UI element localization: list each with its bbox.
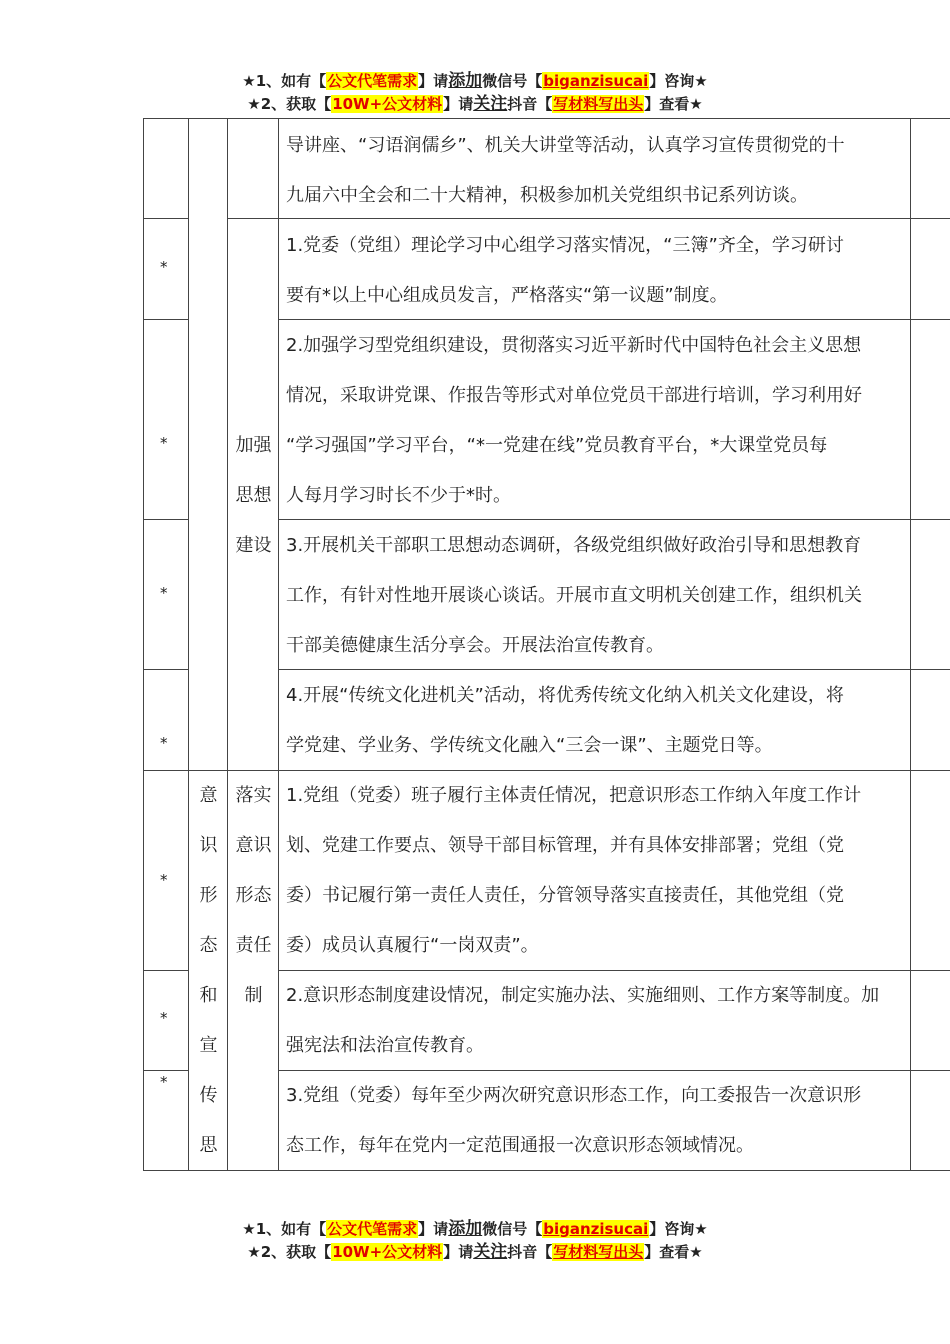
category-thought-building: 加强 思想 建设 bbox=[235, 435, 272, 556]
highlight-text: 10W+公文材料 bbox=[332, 1243, 443, 1261]
content-row-6: 2.意识形态制度建设情况，制定实施办法、实施细则、工作方案等制度。加 强宪法和法治宣传教育。 bbox=[286, 985, 880, 1056]
content-row-2: 2.加强学习型党组织建设，贯彻落实习近平新时代中国特色社会主义思想 情况，采取讲党课、作报告等形式对单位党员干部进行培训，学习利用好 “学习强国”学习平台，“*一党建在线”党员教育平台，*大课堂党员每 人每月学习时长不少于*时。 bbox=[286, 335, 862, 506]
promo-banner-top bbox=[0, 70, 950, 116]
content-row-7: 3.党组（党委）每年至少两次研究意识形态工作，向工委报告一次意识形 态工作，每年在党内一定范围通报一次意识形态领域情况。 bbox=[286, 1085, 862, 1156]
row-marker: * bbox=[160, 1073, 168, 1091]
category-ideology-responsibility: 落实 意识 形态 责任 制 bbox=[235, 785, 272, 1006]
row-marker: * bbox=[160, 871, 168, 889]
highlight-text: 公文代笔需求 bbox=[327, 72, 418, 90]
promo-line-1: ★1、如有【公文代笔需求】请添加微信号【biganzisucai】咨询★ bbox=[242, 1219, 708, 1239]
promo-line-2: ★2、获取【10W+公文材料】请关注抖音【写材料写出头】查看★ bbox=[247, 1242, 703, 1262]
row-marker: * bbox=[160, 734, 168, 752]
promo-banner-bottom bbox=[0, 1218, 950, 1264]
row-marker: * bbox=[160, 434, 168, 452]
row-marker: * bbox=[160, 258, 168, 276]
highlight-text: 公文代笔需求 bbox=[327, 1220, 418, 1238]
douyin-id: 写材料写出头 bbox=[553, 1243, 644, 1261]
wechat-id: biganzisucai bbox=[543, 1220, 649, 1238]
task-table bbox=[143, 118, 950, 1170]
wechat-id: biganzisucai bbox=[543, 72, 649, 90]
content-row-4: 4.开展“传统文化进机关”活动，将优秀传统文化纳入机关文化建设，将 学党建、学业务、学传统文化融入“三会一课”、主题党日等。 bbox=[286, 685, 844, 756]
row-marker: * bbox=[160, 584, 168, 602]
promo-line-2: ★2、获取【10W+公文材料】请关注抖音【写材料写出头】查看★ bbox=[247, 94, 703, 114]
content-row-1: 1.党委（党组）理论学习中心组学习落实情况，“三簿”齐全，学习研讨 要有*以上中心组成员发言，严格落实“第一议题”制度。 bbox=[286, 235, 844, 306]
content-row-5: 1.党组（党委）班子履行主体责任情况，把意识形态工作纳入年度工作计 划、党建工作要点、领导干部目标管理，并有具体安排部署；党组（党 委）书记履行第一责任人责任，分管领导落实直接责任，其他党组（党 委）成员认真履行“一岗双责”。 bbox=[286, 785, 862, 956]
promo-line-1: ★1、如有【公文代笔需求】请添加微信号【biganzisucai】咨询★ bbox=[242, 71, 708, 91]
douyin-id: 写材料写出头 bbox=[553, 95, 644, 113]
row-marker: * bbox=[160, 1009, 168, 1027]
content-row-0: 导讲座、“习语润儒乡”、机关大讲堂等活动，认真学习宣传贯彻党的十 九届六中全会和二十大精神，积极参加机关党组织书记系列访谈。 bbox=[286, 135, 845, 206]
highlight-text: 10W+公文材料 bbox=[332, 95, 443, 113]
content-row-3: 3.开展机关干部职工思想动态调研，各级党组织做好政治引导和思想教育 工作，有针对性地开展谈心谈话。开展市直文明机关创建工作，组织机关 干部美德健康生活分享会。开展法治宣传教育。 bbox=[286, 535, 862, 656]
category-ideology-vertical: 意 识 形 态 和 宣 传 思 bbox=[199, 785, 218, 1156]
